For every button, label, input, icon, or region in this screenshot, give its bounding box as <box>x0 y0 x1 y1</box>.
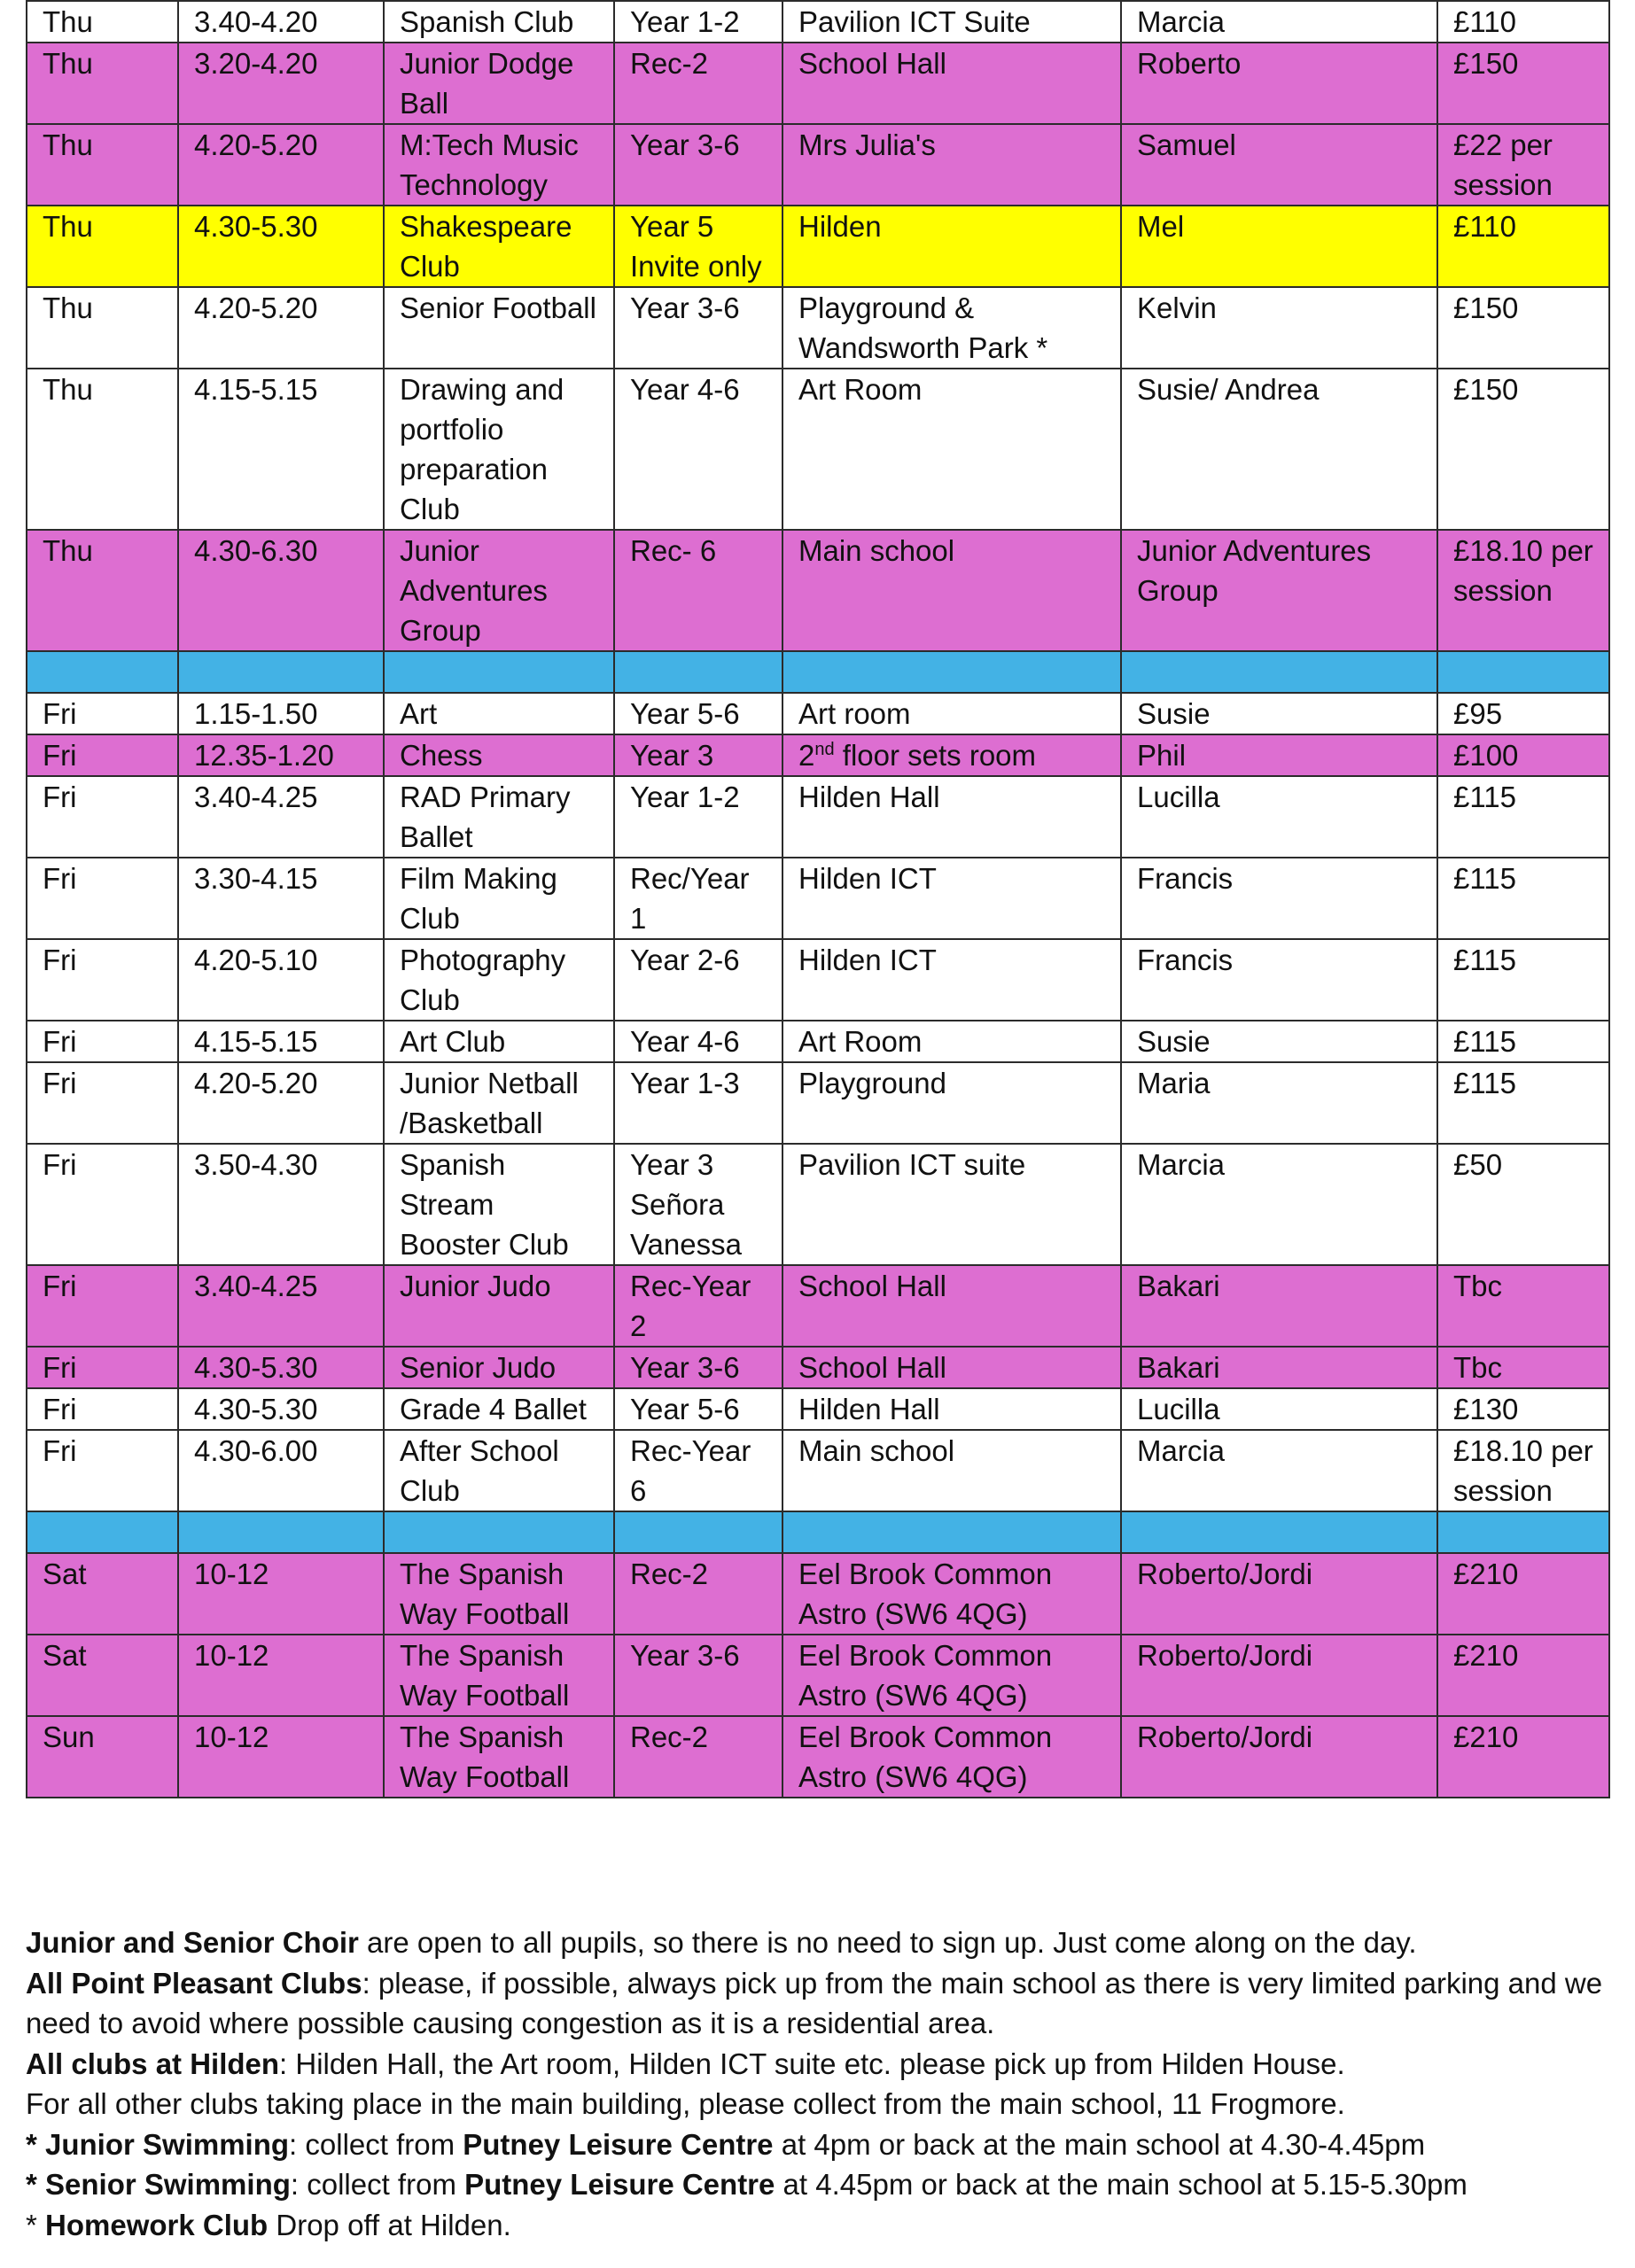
schedule-row <box>27 693 1609 734</box>
section-divider-row <box>27 651 1609 693</box>
leader-cell: Roberto/Jordi <box>1121 1635 1437 1716</box>
time-cell: 3.30-4.15 <box>178 858 384 939</box>
schedule-row <box>27 43 1609 124</box>
club-name-cell: Spanish Stream Booster Club <box>384 1144 614 1265</box>
schedule-row <box>27 1144 1609 1265</box>
price-cell: £100 <box>1437 734 1609 776</box>
schedule-row <box>27 1553 1609 1635</box>
note-homework-asterisk: * <box>26 2208 46 2241</box>
club-schedule-table <box>26 0 1610 1798</box>
day-cell: Fri <box>27 1265 178 1347</box>
time-cell: 4.30-5.30 <box>178 1388 384 1430</box>
note-point-pleasant-text: : please, if possible, always pick up from the main school as there is very limited parking and we need to avoid where possible causing congestion as it is a residential area. <box>26 1966 1603 2039</box>
location-cell: Hilden <box>782 206 1121 287</box>
club-name-cell: The Spanish Way Football <box>384 1635 614 1716</box>
club-name-cell: Junior Adventures Group <box>384 530 614 651</box>
time-cell: 4.15-5.15 <box>178 369 384 530</box>
day-cell: Sat <box>27 1635 178 1716</box>
leader-cell: Susie/ Andrea <box>1121 369 1437 530</box>
note-choir-label: Junior and Senior Choir <box>26 1926 359 1959</box>
schedule-row <box>27 369 1609 530</box>
schedule-row <box>27 287 1609 369</box>
leader-cell: Roberto/Jordi <box>1121 1553 1437 1635</box>
schedule-row <box>27 858 1609 939</box>
time-cell: 10-12 <box>178 1716 384 1798</box>
divider-cell <box>614 1511 782 1553</box>
divider-cell <box>1437 651 1609 693</box>
day-cell: Thu <box>27 369 178 530</box>
time-cell: 10-12 <box>178 1553 384 1635</box>
club-name-cell: Senior Judo <box>384 1347 614 1388</box>
schedule-row <box>27 206 1609 287</box>
schedule-row <box>27 776 1609 858</box>
note-homework-text: Drop off at Hilden. <box>268 2208 511 2241</box>
day-cell: Fri <box>27 776 178 858</box>
time-cell: 4.15-5.15 <box>178 1021 384 1062</box>
schedule-row <box>27 1716 1609 1798</box>
schedule-row <box>27 1062 1609 1144</box>
location-cell: Eel Brook Common Astro (SW6 4QG) <box>782 1553 1121 1635</box>
time-cell: 4.20-5.10 <box>178 939 384 1021</box>
schedule-row <box>27 124 1609 206</box>
year-group-cell: Year 5-6 <box>614 1388 782 1430</box>
note-main-building: For all other clubs taking place in the main building, please collect from the main school, 11 Frogmore. <box>26 2087 1345 2120</box>
club-name-cell: Chess <box>384 734 614 776</box>
note-hilden-text: : Hilden Hall, the Art room, Hilden ICT suite etc. please pick up from Hilden House. <box>279 2047 1345 2080</box>
note-junior-swimming <box>26 2124 1612 2165</box>
location-cell: Art Room <box>782 369 1121 530</box>
club-name-cell: Photography Club <box>384 939 614 1021</box>
location-cell: Mrs Julia's <box>782 124 1121 206</box>
note-homework-label: Homework Club <box>45 2208 269 2241</box>
schedule-row <box>27 1021 1609 1062</box>
time-cell: 10-12 <box>178 1635 384 1716</box>
schedule-row <box>27 1430 1609 1511</box>
location-cell: Art room <box>782 693 1121 734</box>
schedule-row <box>27 1388 1609 1430</box>
price-cell: £210 <box>1437 1553 1609 1635</box>
club-name-cell: Junior Netball /Basketball <box>384 1062 614 1144</box>
location-cell: Hilden ICT <box>782 858 1121 939</box>
note-point-pleasant <box>26 1963 1612 2044</box>
day-cell: Fri <box>27 1144 178 1265</box>
club-name-cell: Drawing and portfolio preparation Club <box>384 369 614 530</box>
club-name-cell: Art Club <box>384 1021 614 1062</box>
location-cell: Hilden ICT <box>782 939 1121 1021</box>
year-group-cell: Year 3 Señora Vanessa <box>614 1144 782 1265</box>
time-cell: 4.30-6.00 <box>178 1430 384 1511</box>
time-cell: 4.30-5.30 <box>178 1347 384 1388</box>
day-cell: Thu <box>27 530 178 651</box>
leader-cell: Bakari <box>1121 1265 1437 1347</box>
year-group-cell: Rec-2 <box>614 1553 782 1635</box>
day-cell: Thu <box>27 206 178 287</box>
year-group-cell: Year 4-6 <box>614 369 782 530</box>
leader-cell: Roberto/Jordi <box>1121 1716 1437 1798</box>
note-choir <box>26 1922 1612 1963</box>
day-cell: Thu <box>27 287 178 369</box>
year-group-cell: Rec-2 <box>614 43 782 124</box>
time-cell: 12.35-1.20 <box>178 734 384 776</box>
day-cell: Fri <box>27 939 178 1021</box>
leader-cell: Susie <box>1121 1021 1437 1062</box>
leader-cell: Samuel <box>1121 124 1437 206</box>
leader-cell: Francis <box>1121 939 1437 1021</box>
club-name-cell: After School Club <box>384 1430 614 1511</box>
location-cell: Eel Brook Common Astro (SW6 4QG) <box>782 1716 1121 1798</box>
leader-cell: Maria <box>1121 1062 1437 1144</box>
time-cell: 3.40-4.20 <box>178 1 384 43</box>
club-name-cell: Grade 4 Ballet <box>384 1388 614 1430</box>
note-junior-swimming-text: : collect from <box>289 2127 463 2161</box>
price-cell: £115 <box>1437 1062 1609 1144</box>
year-group-cell: Year 4-6 <box>614 1021 782 1062</box>
note-hilden <box>26 2044 1612 2085</box>
leader-cell: Lucilla <box>1121 1388 1437 1430</box>
location-cell: School Hall <box>782 1347 1121 1388</box>
location-cell: School Hall <box>782 1265 1121 1347</box>
time-cell: 3.20-4.20 <box>178 43 384 124</box>
price-cell: £210 <box>1437 1635 1609 1716</box>
schedule-row <box>27 1265 1609 1347</box>
time-cell: 4.20-5.20 <box>178 124 384 206</box>
location-cell: Pavilion ICT suite <box>782 1144 1121 1265</box>
year-group-cell: Rec-Year 2 <box>614 1265 782 1347</box>
note-senior-swimming-venue: Putney Leisure Centre <box>464 2168 775 2201</box>
schedule-row <box>27 734 1609 776</box>
divider-cell <box>1121 651 1437 693</box>
location-rest: floor sets room <box>834 739 1037 772</box>
price-cell: £95 <box>1437 693 1609 734</box>
year-group-cell: Year 3 <box>614 734 782 776</box>
day-cell: Fri <box>27 1347 178 1388</box>
note-junior-swimming-venue: Putney Leisure Centre <box>463 2127 774 2161</box>
location-cell: Hilden Hall <box>782 776 1121 858</box>
leader-cell: Kelvin <box>1121 287 1437 369</box>
price-cell: £50 <box>1437 1144 1609 1265</box>
year-group-cell: Year 1-2 <box>614 776 782 858</box>
time-cell: 4.20-5.20 <box>178 1062 384 1144</box>
location-cell: Playground <box>782 1062 1121 1144</box>
day-cell: Fri <box>27 1388 178 1430</box>
time-cell: 1.15-1.50 <box>178 693 384 734</box>
day-cell: Thu <box>27 124 178 206</box>
location-number: 2 <box>798 739 815 772</box>
schedule-row <box>27 1635 1609 1716</box>
divider-cell <box>1437 1511 1609 1553</box>
day-cell: Sun <box>27 1716 178 1798</box>
note-junior-swimming-label: * Junior Swimming <box>26 2127 290 2161</box>
note-senior-swimming-text: : collect from <box>290 2168 465 2201</box>
price-cell: Tbc <box>1437 1347 1609 1388</box>
day-cell: Fri <box>27 1430 178 1511</box>
time-cell: 3.40-4.25 <box>178 776 384 858</box>
price-cell: £130 <box>1437 1388 1609 1430</box>
price-cell: £150 <box>1437 287 1609 369</box>
location-cell: Eel Brook Common Astro (SW6 4QG) <box>782 1635 1121 1716</box>
leader-cell: Bakari <box>1121 1347 1437 1388</box>
schedule-row <box>27 530 1609 651</box>
divider-cell <box>614 651 782 693</box>
year-group-cell: Year 3-6 <box>614 1635 782 1716</box>
price-cell: £18.10 per session <box>1437 1430 1609 1511</box>
price-cell: Tbc <box>1437 1265 1609 1347</box>
location-cell: Playground & Wandsworth Park * <box>782 287 1121 369</box>
location-cell <box>782 734 1121 776</box>
year-group-cell: Rec-Year 6 <box>614 1430 782 1511</box>
club-name-cell: Junior Dodge Ball <box>384 43 614 124</box>
divider-cell <box>27 651 178 693</box>
year-group-cell: Year 3-6 <box>614 124 782 206</box>
year-group-cell: Year 5-6 <box>614 693 782 734</box>
note-senior-swimming-times: at 4.45pm or back at the main school at 5.15-5.30pm <box>775 2168 1468 2201</box>
note-point-pleasant-label: All Point Pleasant Clubs <box>26 1966 362 2000</box>
leader-cell: Marcia <box>1121 1 1437 43</box>
price-cell: £115 <box>1437 858 1609 939</box>
price-cell: £110 <box>1437 206 1609 287</box>
location-cell: Pavilion ICT Suite <box>782 1 1121 43</box>
year-group-cell: Year 3-6 <box>614 1347 782 1388</box>
divider-cell <box>1121 1511 1437 1553</box>
leader-cell: Mel <box>1121 206 1437 287</box>
note-hilden-label: All clubs at Hilden <box>26 2047 280 2080</box>
location-cell: Main school <box>782 1430 1121 1511</box>
time-cell: 4.30-6.30 <box>178 530 384 651</box>
year-group-cell: Rec- 6 <box>614 530 782 651</box>
time-cell: 4.30-5.30 <box>178 206 384 287</box>
club-name-cell: Shakespeare Club <box>384 206 614 287</box>
club-name-cell: Spanish Club <box>384 1 614 43</box>
club-name-cell: M:Tech Music Technology <box>384 124 614 206</box>
day-cell: Thu <box>27 1 178 43</box>
price-cell: £115 <box>1437 939 1609 1021</box>
leader-cell: Marcia <box>1121 1430 1437 1511</box>
section-divider-row <box>27 1511 1609 1553</box>
price-cell: £115 <box>1437 1021 1609 1062</box>
club-schedule-body <box>27 1 1609 1798</box>
club-name-cell: Art <box>384 693 614 734</box>
divider-cell <box>384 1511 614 1553</box>
leader-cell: Lucilla <box>1121 776 1437 858</box>
note-junior-swimming-times: at 4pm or back at the main school at 4.30-4.45pm <box>773 2127 1426 2161</box>
year-group-cell: Year 1-3 <box>614 1062 782 1144</box>
divider-cell <box>782 651 1121 693</box>
price-cell: £150 <box>1437 43 1609 124</box>
schedule-row <box>27 1347 1609 1388</box>
location-ordinal-suffix: nd <box>814 740 835 759</box>
note-senior-swimming-label: * Senior Swimming <box>26 2168 291 2201</box>
leader-cell: Marcia <box>1121 1144 1437 1265</box>
leader-cell: Francis <box>1121 858 1437 939</box>
year-group-cell: Year 2-6 <box>614 939 782 1021</box>
location-cell: Main school <box>782 530 1121 651</box>
day-cell: Fri <box>27 1021 178 1062</box>
price-cell: £115 <box>1437 776 1609 858</box>
divider-cell <box>178 1511 384 1553</box>
schedule-row <box>27 939 1609 1021</box>
price-cell: £150 <box>1437 369 1609 530</box>
schedule-row <box>27 1 1609 43</box>
day-cell: Fri <box>27 693 178 734</box>
day-cell: Fri <box>27 1062 178 1144</box>
location-cell: Art Room <box>782 1021 1121 1062</box>
divider-cell <box>27 1511 178 1553</box>
divider-cell <box>178 651 384 693</box>
year-group-cell: Year 5 Invite only <box>614 206 782 287</box>
price-cell: £18.10 per session <box>1437 530 1609 651</box>
club-name-cell: The Spanish Way Football <box>384 1553 614 1635</box>
time-cell: 4.20-5.20 <box>178 287 384 369</box>
time-cell: 3.50-4.30 <box>178 1144 384 1265</box>
leader-cell: Junior Adventures Group <box>1121 530 1437 651</box>
day-cell: Fri <box>27 734 178 776</box>
location-cell: Hilden Hall <box>782 1388 1121 1430</box>
club-name-cell: The Spanish Way Football <box>384 1716 614 1798</box>
note-choir-text: are open to all pupils, so there is no need to sign up. Just come along on the day. <box>358 1926 1417 1959</box>
club-name-cell: RAD Primary Ballet <box>384 776 614 858</box>
location-cell: School Hall <box>782 43 1121 124</box>
day-cell: Sat <box>27 1553 178 1635</box>
club-name-cell: Junior Judo <box>384 1265 614 1347</box>
divider-cell <box>384 651 614 693</box>
divider-cell <box>782 1511 1121 1553</box>
note-senior-swimming <box>26 2164 1612 2205</box>
leader-cell: Susie <box>1121 693 1437 734</box>
leader-cell: Roberto <box>1121 43 1437 124</box>
year-group-cell: Year 3-6 <box>614 287 782 369</box>
time-cell: 3.40-4.25 <box>178 1265 384 1347</box>
club-name-cell: Film Making Club <box>384 858 614 939</box>
year-group-cell: Rec-2 <box>614 1716 782 1798</box>
notes-section <box>26 1922 1612 2245</box>
day-cell: Thu <box>27 43 178 124</box>
price-cell: £110 <box>1437 1 1609 43</box>
day-cell: Fri <box>27 858 178 939</box>
note-homework-club <box>26 2205 1612 2246</box>
year-group-cell: Year 1-2 <box>614 1 782 43</box>
leader-cell: Phil <box>1121 734 1437 776</box>
club-name-cell: Senior Football <box>384 287 614 369</box>
year-group-cell: Rec/Year 1 <box>614 858 782 939</box>
price-cell: £22 per session <box>1437 124 1609 206</box>
price-cell: £210 <box>1437 1716 1609 1798</box>
